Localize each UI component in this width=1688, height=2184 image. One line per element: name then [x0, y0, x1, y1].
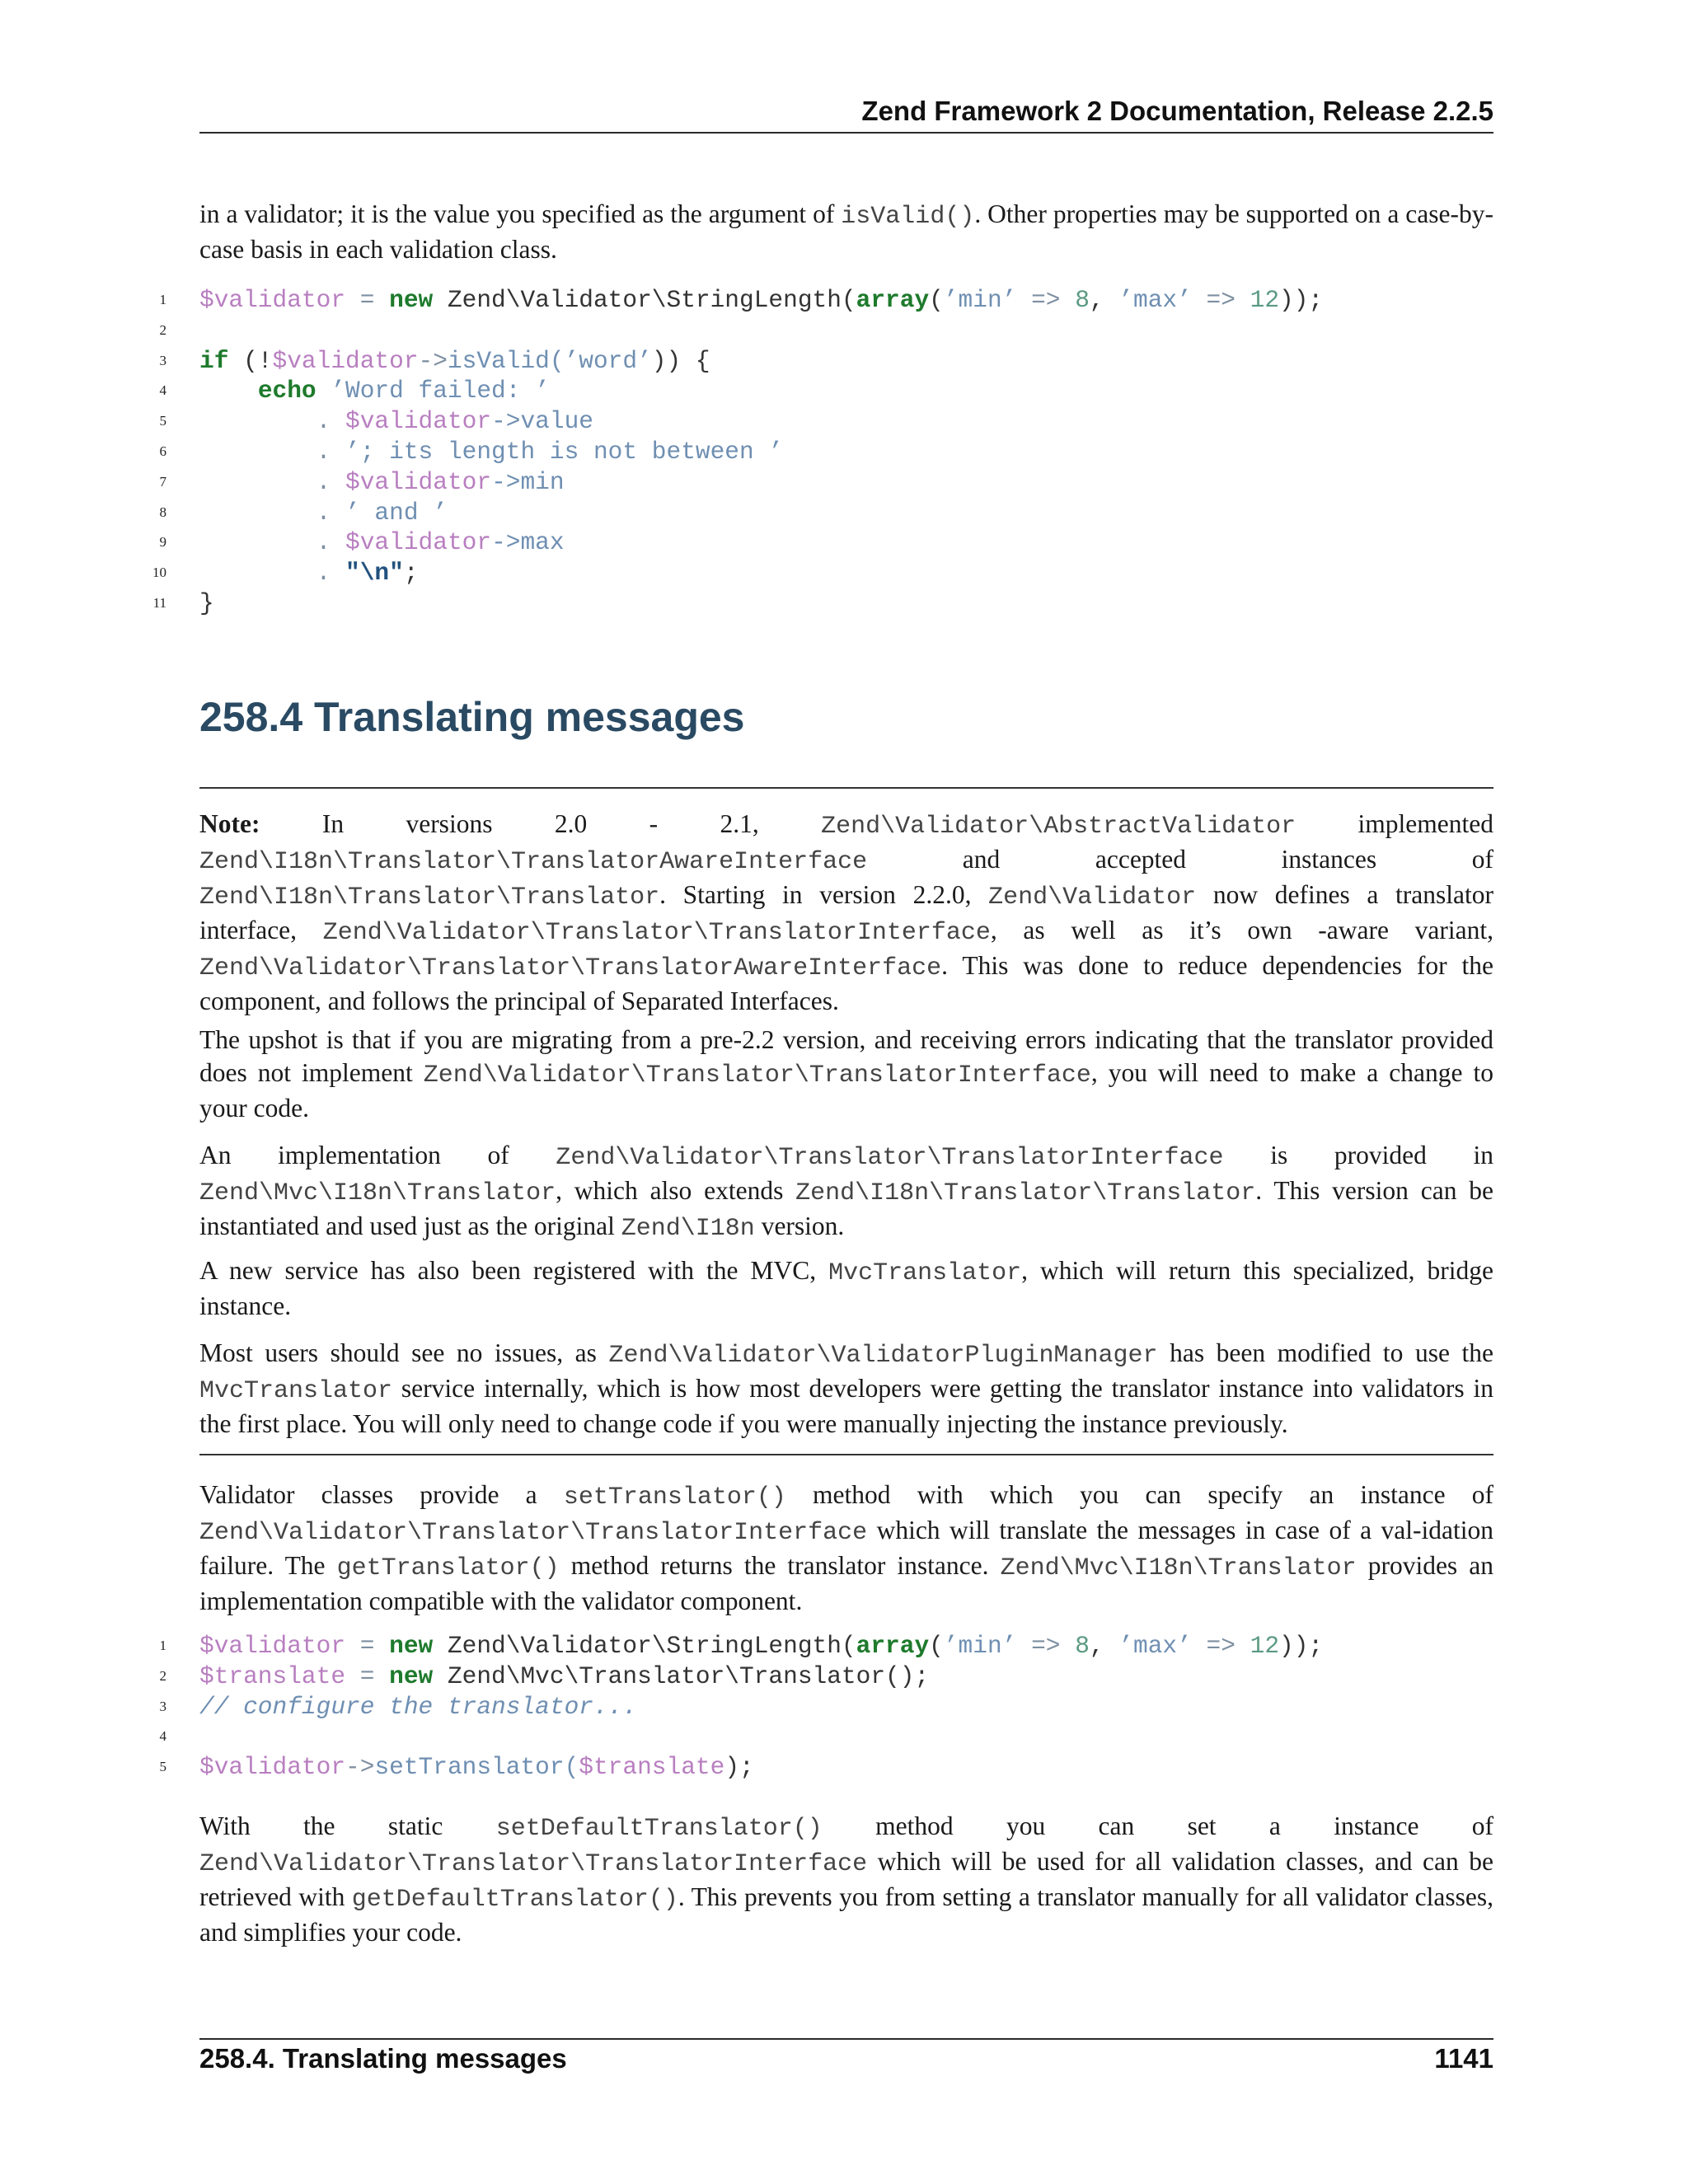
code-line: 7 . $validator->min	[159, 467, 565, 496]
code-line: 9 . $validator->max	[159, 528, 565, 557]
implementation-paragraph: An implementation of Zend\Validator\Translator\TranslatorInterface is provided in Zend\Mvc\I18n\Translator, which also extends Zend\I18n\Translator\Translator. This version can be instantiated and used just as the original Zend\I18n version.	[199, 1141, 1493, 1243]
note-top-rule	[199, 787, 1493, 789]
running-footer	[199, 2038, 1493, 2081]
section-heading: 258.4 Translating messages	[199, 694, 745, 740]
page-number: 1141	[1434, 2043, 1493, 2074]
note-bottom-rule	[199, 1454, 1493, 1455]
code-line: 5 . $validator->value	[159, 407, 593, 436]
code-line: 11 }	[152, 588, 214, 617]
upshot-paragraph: The upshot is that if you are migrating from a pre-2.2 version, and receiving errors indicating that the translator provided does not implement Zend\Validator\Translator\TranslatorInterface, you will need to make a change to your code.	[199, 1025, 1494, 1122]
code-line: 8 . ’ and ’	[159, 498, 448, 527]
code-line: 4 echo ’Word failed: ’	[159, 377, 550, 405]
code-block-2	[0, 1631, 1493, 1783]
code-line: 4	[159, 1728, 166, 1745]
most-users-paragraph: Most users should see no issues, as Zend\Validator\ValidatorPluginManager has been modified to use the MvcTranslator service internally, which is how most developers were getting the translator instance into validators in the first place. You will only need to change code if you were manually injecting the instance previously.	[199, 1338, 1493, 1438]
footer-section-title: 258.4. Translating messages	[199, 2043, 567, 2074]
validator-classes-paragraph: Validator classes provide a setTranslator() method with which you can specify an instance of Zend\Validator\Translator\TranslatorInterface which will translate the messages in case of a val-idation failure. The getTranslator() method returns the translator instance. Zend\Mvc\I18n\Translator provides an implementation compatible with the validator component.	[199, 1480, 1493, 1615]
intro-paragraph: in a validator; it is the value you specified as the argument of isValid(). Other properties may be supported on a case-by-case basis in each validation class.	[199, 199, 1493, 264]
code-line: 2 $translate = new Zend\Mvc\Translator\Translator();	[159, 1661, 930, 1690]
service-paragraph: A new service has also been registered with the MVC, MvcTranslator, which will return this specialized, bridge instance.	[199, 1256, 1493, 1320]
code-line: 3 if (!$validator->isValid(’word’)) {	[159, 346, 710, 375]
note-paragraph: Note: In versions 2.0 - 2.1, Zend\Validator\AbstractValidator implemented Zend\I18n\Translator\TranslatorAwareInterface and accepted instances of Zend\I18n\Translator\Translator. Starting in version 2.2.0, Zend\Validator now defines a translator interface, Zend\Validator\Translator\TranslatorInterface, as well as it’s own -aware variant, Zend\Validator\Translator\TranslatorAwareInterface. This was done to reduce dependencies for the component, and follows the principal of Separated Interfaces.	[199, 809, 1493, 1015]
code-line: 5 $validator->setTranslator($translate);	[159, 1753, 754, 1782]
code-line: 2	[159, 321, 166, 338]
document-page	[152, 0, 1494, 2184]
code-line: 3 // configure the translator...	[159, 1692, 638, 1721]
code-line: 1 $validator = new Zend\Validator\StringLength(array(’min’ => 8, ’max’ => 12));	[159, 286, 1324, 314]
running-header: Zend Framework 2 Documentation, Release 2.2.5	[199, 94, 1493, 134]
code-block-1	[0, 285, 1493, 619]
code-line: 10 . "\n";	[152, 559, 419, 588]
code-line: 6 . ’; its length is not between ’	[159, 437, 784, 466]
code-line: 1 $validator = new Zend\Validator\StringLength(array(’min’ => 8, ’max’ => 12));	[159, 1632, 1324, 1660]
default-translator-paragraph: With the static setDefaultTranslator() method you can set a instance of Zend\Validator\Translator\TranslatorInterface which will be used for all validation classes, and can be retrieved with getDefaultTranslator(). This prevents you from setting a translator manually for all validator classes, and simplifies your code.	[199, 1811, 1493, 1947]
